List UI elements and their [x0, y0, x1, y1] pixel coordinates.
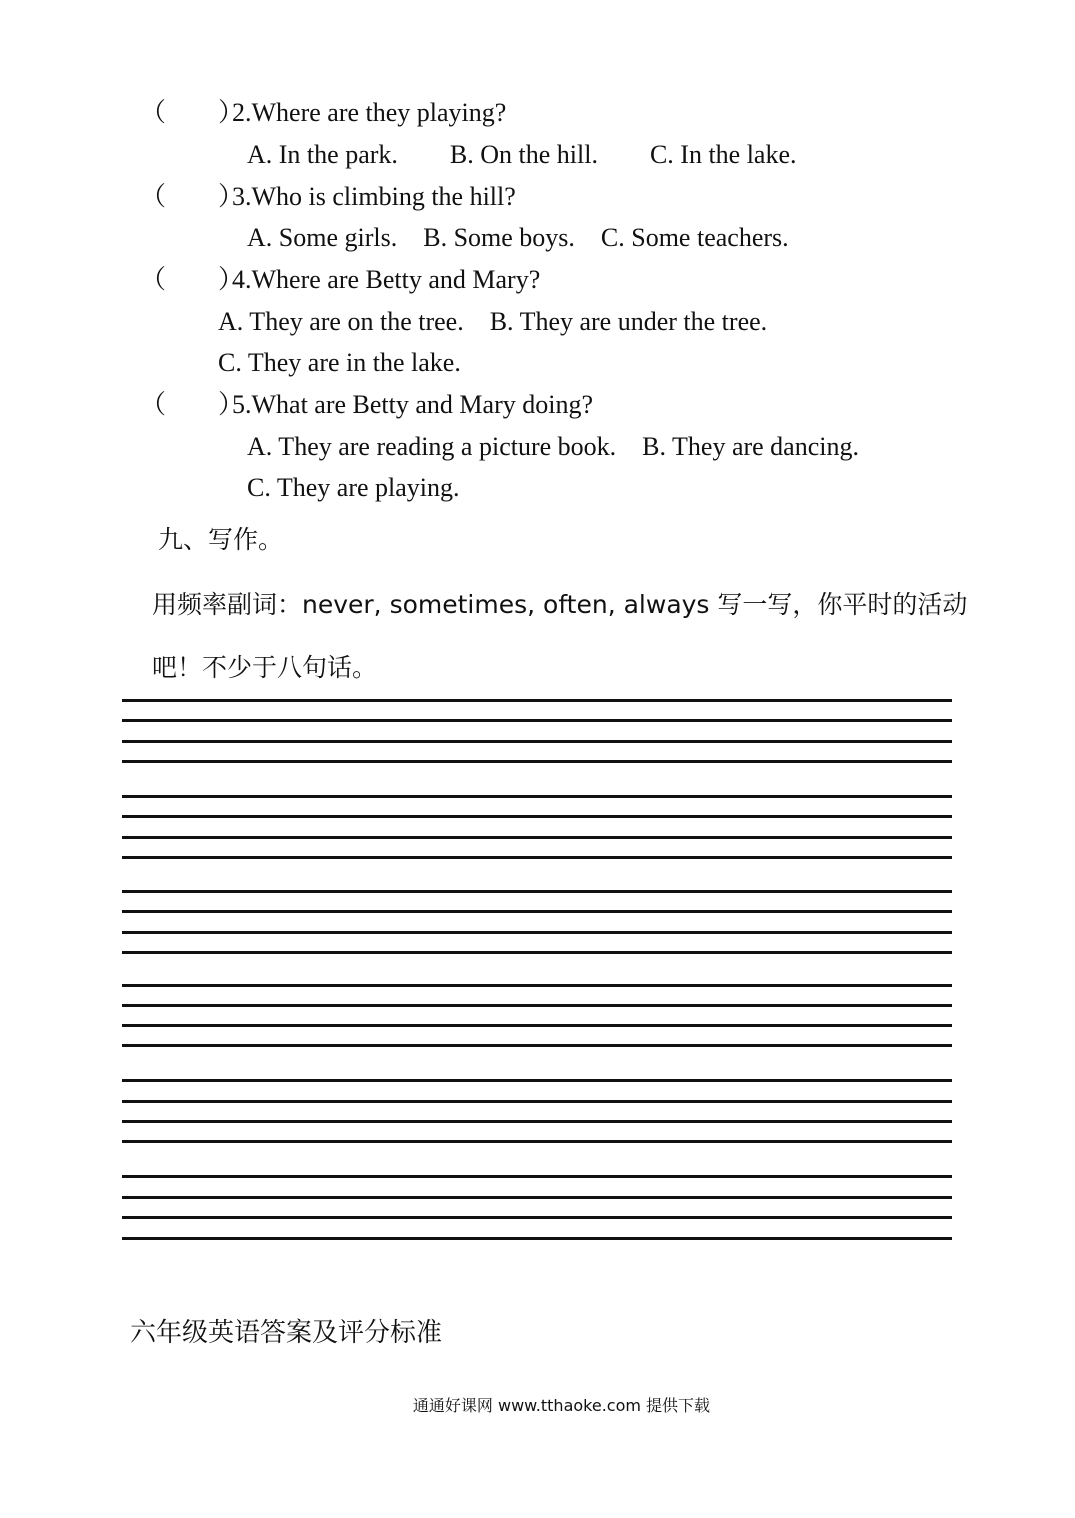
- writing-line: [122, 719, 952, 722]
- q5-prompt: 5.What are Betty and Mary doing?: [232, 390, 593, 419]
- writing-line: [122, 836, 952, 839]
- q4-paren: （ ）: [140, 265, 245, 294]
- writing-line: [122, 984, 952, 987]
- footer-source: 通通好课网 www.tthaoke.com 提供下载: [412, 1396, 711, 1415]
- q4-options-line2: C. They are in the lake.: [218, 348, 461, 377]
- q5-paren: （ ）: [140, 390, 245, 419]
- q3-paren: （ ）: [140, 182, 245, 211]
- writing-line: [122, 1216, 952, 1219]
- writing-line: [122, 1120, 952, 1123]
- writing-line: [122, 1044, 952, 1047]
- writing-line: [122, 1237, 952, 1240]
- q4-options-line1: A. They are on the tree. B. They are under the tree.: [218, 307, 768, 336]
- writing-line: [122, 1079, 952, 1082]
- writing-line: [122, 1140, 952, 1143]
- q2-paren: （ ）: [140, 98, 245, 127]
- writing-line: [122, 890, 952, 893]
- q4-prompt: 4.Where are Betty and Mary?: [232, 265, 541, 294]
- writing-line: [122, 1024, 952, 1027]
- q5-options-line2: C. They are playing.: [247, 473, 460, 502]
- q3-prompt: 3.Who is climbing the hill?: [232, 182, 516, 211]
- writing-line: [122, 856, 952, 859]
- writing-instruction-line1: 用频率副词：never, sometimes, often, always 写一写，你平时的活动: [152, 590, 968, 619]
- writing-line: [122, 1175, 952, 1178]
- writing-line: [122, 795, 952, 798]
- q2-prompt: 2.Where are they playing?: [232, 98, 507, 127]
- writing-line: [122, 699, 952, 702]
- answer-heading: 六年级英语答案及评分标准: [130, 1318, 443, 1348]
- writing-line: [122, 1100, 952, 1103]
- writing-line: [122, 1004, 952, 1007]
- writing-heading: 九、写作。: [158, 525, 284, 554]
- writing-line: [122, 951, 952, 954]
- q2-options: A. In the park. B. On the hill. C. In the lake.: [247, 140, 797, 169]
- writing-line: [122, 1196, 952, 1199]
- q5-options-line1: A. They are reading a picture book. B. They are dancing.: [247, 432, 859, 461]
- writing-line: [122, 910, 952, 913]
- writing-line: [122, 760, 952, 763]
- q3-options: A. Some girls. B. Some boys. C. Some teachers.: [247, 223, 789, 252]
- writing-instruction-line2: 吧！不少于八句话。: [152, 653, 378, 682]
- writing-line: [122, 931, 952, 934]
- writing-line: [122, 815, 952, 818]
- writing-line: [122, 740, 952, 743]
